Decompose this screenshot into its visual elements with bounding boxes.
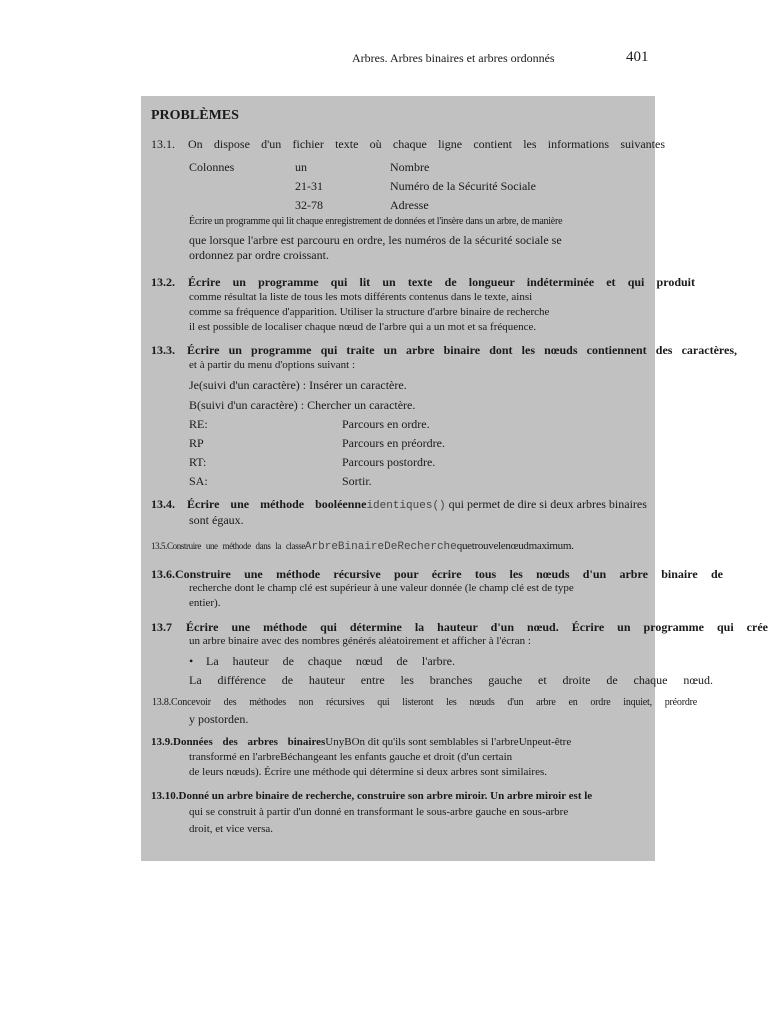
- running-header-title: Arbres. Arbres binaires et arbres ordonnés: [352, 51, 555, 65]
- bullet-item: La hauteur de chaque nœud de l'arbre.: [206, 654, 455, 668]
- problem-text: comme sa fréquence d'apparition. Utiliser la structure d'arbre binaire de recherche: [189, 306, 550, 318]
- menu-option-label: Parcours en préordre.: [342, 436, 445, 450]
- problem-text: entier).: [189, 597, 221, 609]
- problem-text: quetrouvelenœudmaximum.: [456, 540, 574, 552]
- problem-text: ordonnez par ordre croissant.: [189, 248, 329, 262]
- problem-text: de leurs nœuds). Écrire une méthode qui détermine si deux arbres sont similaires.: [189, 766, 548, 778]
- problem-text: et à partir du menu d'options suivant :: [189, 359, 356, 371]
- table-cell: un: [295, 160, 307, 174]
- problem-text: il est possible de localiser chaque nœud de l'arbre qui a un mot et sa fréquence.: [189, 321, 537, 333]
- problem-title: 13.6.Construire une méthode récursive pour écrire tous les nœuds d'un arbre binaire de: [151, 567, 723, 581]
- table-cell: Adresse: [390, 198, 429, 212]
- bullet-icon: •: [189, 654, 194, 668]
- problem-number: 13.1.: [151, 137, 175, 151]
- table-cell: Numéro de la Sécurité Sociale: [390, 179, 536, 193]
- menu-option-label: Parcours postordre.: [342, 455, 436, 469]
- problem-number: 13.2.: [151, 275, 175, 289]
- problem-title: 13.8.Concevoir des méthodes non récursives qui listeront les nœuds d'un arbre en ordre inquiet, préordre: [152, 697, 697, 708]
- problem-text: qui se construit à partir d'un donné en transformant le sous-arbre gauche en sous-arbre: [189, 806, 569, 818]
- menu-option-label: Parcours en ordre.: [342, 417, 430, 431]
- menu-option-key: RE:: [189, 417, 208, 431]
- table-cell: Colonnes: [189, 160, 235, 174]
- page-number: 401: [626, 49, 649, 65]
- problem-line: [151, 736, 571, 748]
- problem-text: UnyBOn dit qu'ils sont semblables si l'arbreUnpeut-être: [325, 736, 572, 748]
- section-heading: PROBLÈMES: [151, 108, 239, 123]
- code-identifier: identiques(): [366, 500, 446, 512]
- problem-text: y postorden.: [189, 712, 249, 726]
- problem-title: Écrire un programme qui lit un texte de longueur indéterminée et qui produit: [188, 275, 695, 289]
- problem-text: Écrire un programme qui lit chaque enregistrement de données et l'insère dans un arbre, de manière: [189, 216, 563, 227]
- problem-title: Écrire une méthode booléenne: [187, 497, 367, 511]
- problem-text: recherche dont le champ clé est supérieur à une valeur donnée (le champ clé est de type: [189, 582, 574, 594]
- problem-text: que lorsque l'arbre est parcouru en ordre, les numéros de la sécurité sociale se: [189, 233, 562, 247]
- problem-text: qui permet de dire si deux arbres binaires: [448, 497, 647, 511]
- problem-number: 13.7: [151, 620, 172, 634]
- problem-text: comme résultat la liste de tous les mots différents contenus dans le texte, ainsi: [189, 291, 533, 303]
- problem-number: 13.3.: [151, 343, 175, 357]
- table-cell: 21-31: [295, 179, 323, 193]
- problem-13-5: [151, 540, 574, 553]
- problem-text: Je(suivi d'un caractère) : Insérer un caractère.: [189, 378, 407, 392]
- problem-number: 13.4.: [151, 497, 175, 511]
- menu-option-key: RT:: [189, 455, 207, 469]
- table-cell: Nombre: [390, 160, 430, 174]
- problem-title: Écrire une méthode qui détermine la hauteur d'un nœud. Écrire un programme qui crée: [186, 620, 768, 634]
- problem-line: [187, 497, 647, 512]
- problem-text: transformé en l'arbreBéchangeant les enfants gauche et droit (d'un certain: [189, 751, 513, 763]
- problem-text: sont égaux.: [189, 513, 244, 527]
- problem-text: On dispose d'un fichier texte où chaque ligne contient les informations suivantes: [188, 137, 665, 151]
- problem-text: droit, et vice versa.: [189, 823, 273, 835]
- problem-title: 13.10.Donné un arbre binaire de recherche, construire son arbre miroir. Un arbre miroir est le: [151, 790, 593, 802]
- problem-text: B(suivi d'un caractère) : Chercher un caractère.: [189, 398, 416, 412]
- code-identifier: ArbreBinaireDeRecherche: [304, 541, 457, 553]
- menu-option-label: Sortir.: [342, 474, 372, 488]
- problem-title: Écrire un programme qui traite un arbre binaire dont les nœuds contiennent des caractères,: [187, 343, 737, 357]
- table-cell: 32-78: [295, 198, 323, 212]
- problem-text: un arbre binaire avec des nombres générés aléatoirement et afficher à l'écran :: [189, 635, 531, 647]
- bullet-item: La différence de hauteur entre les branches gauche et droite de chaque nœud.: [189, 673, 713, 687]
- problem-title: 13.5.Construire une méthode dans la classe: [151, 541, 305, 551]
- problem-title: 13.9.Données des arbres binaires: [151, 736, 326, 748]
- menu-option-key: RP: [189, 436, 204, 450]
- menu-option-key: SA:: [189, 474, 208, 488]
